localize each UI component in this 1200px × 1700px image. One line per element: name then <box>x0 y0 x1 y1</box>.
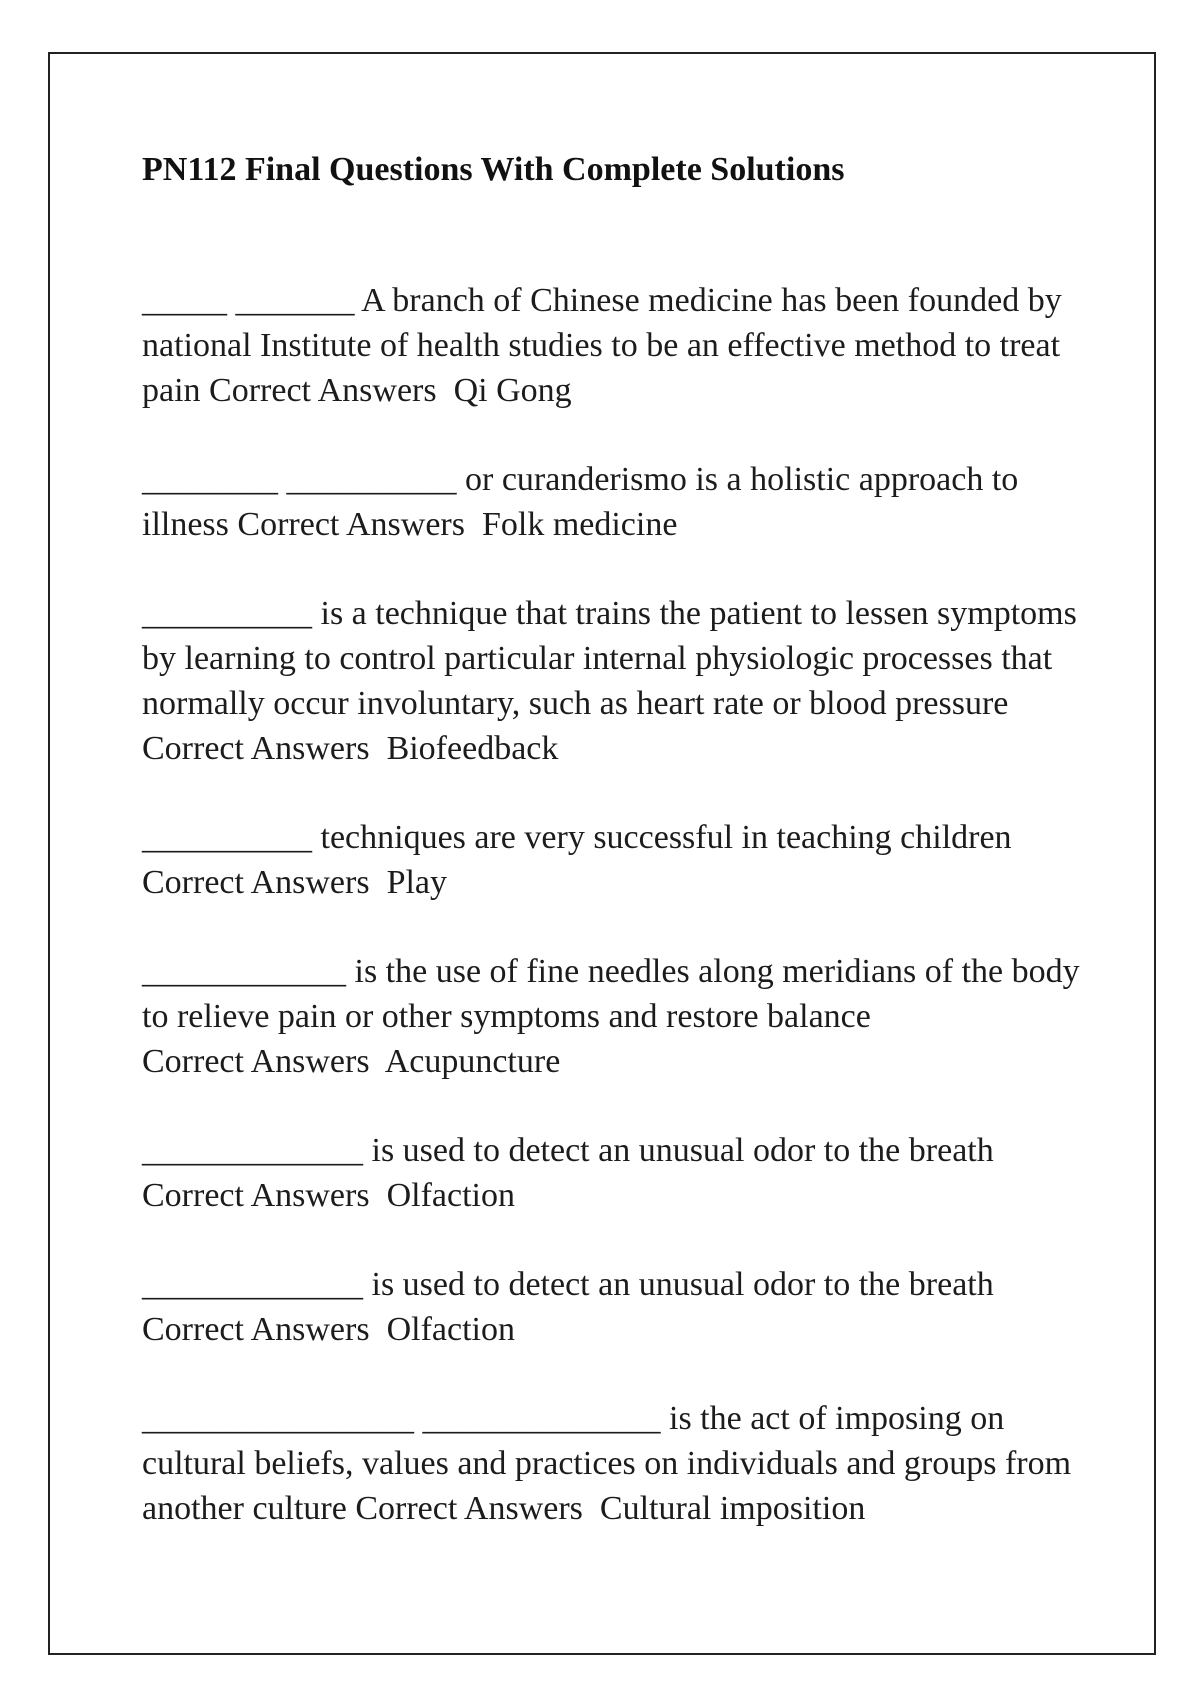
answer-label: Correct Answers <box>142 1311 387 1348</box>
document-body <box>142 150 1082 1575</box>
page-title: PN112 Final Questions With Complete Solutions <box>142 151 845 188</box>
question-text: ________________ ______________ is the act of imposing on cultural beliefs, values and practices on individuals and groups from another culture <box>142 1400 1072 1527</box>
answer-label: Correct Answers <box>142 1043 385 1080</box>
answer-label: Correct Answers <box>142 1177 387 1214</box>
answer-label: Correct Answers <box>209 372 454 409</box>
question-text: ____________ is the use of fine needles along meridians of the body to relieve pain or other symptoms and restore balance <box>142 953 1080 1035</box>
question-text: ________ __________ or curanderismo is a holistic approach to illness <box>142 461 1019 543</box>
question-item <box>142 949 1082 1084</box>
answer-label: Correct Answers <box>237 506 482 543</box>
question-text: _____ _______ A branch of Chinese medicine has been founded by national Institute of health studies to be an effective method to treat pain <box>142 282 1062 409</box>
question-item <box>142 1128 1082 1218</box>
question-text: __________ techniques are very successful in teaching children <box>142 819 1012 856</box>
question-text: _____________ is used to detect an unusual odor to the breath <box>142 1132 994 1169</box>
question-item <box>142 815 1082 905</box>
answer-text: Qi Gong <box>453 372 572 409</box>
question-item <box>142 457 1082 547</box>
answer-text: Biofeedback <box>386 730 559 767</box>
answer-text: Folk medicine <box>481 506 678 543</box>
question-text: _____________ is used to detect an unusual odor to the breath <box>142 1266 994 1303</box>
question-item <box>142 1262 1082 1352</box>
answer-label: Correct Answers <box>142 730 387 767</box>
question-item <box>142 278 1082 413</box>
answer-label: Correct Answers <box>355 1490 600 1527</box>
question-text: __________ is a technique that trains the patient to lessen symptoms by learning to control particular internal physiologic processes that normally occur involuntary, such as heart rate or blood pressure <box>142 595 1077 722</box>
answer-text: Acupuncture <box>384 1043 561 1080</box>
question-item <box>142 591 1082 771</box>
answer-text: Olfaction <box>386 1177 515 1214</box>
answer-text: Play <box>386 864 448 901</box>
answer-text: Cultural imposition <box>599 1490 866 1527</box>
question-item <box>142 1396 1082 1531</box>
answer-text: Olfaction <box>386 1311 515 1348</box>
answer-label: Correct Answers <box>142 864 387 901</box>
question-list <box>142 278 1082 1531</box>
